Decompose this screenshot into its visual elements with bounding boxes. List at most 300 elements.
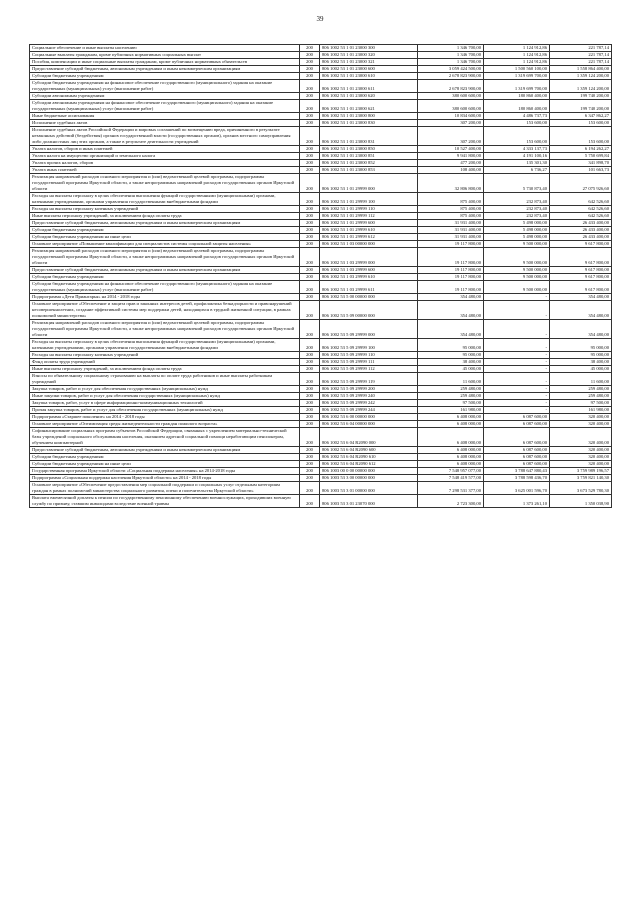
row-name: Расходы на выплаты персоналу казенных учреждений	[30, 206, 300, 213]
row-approved: 6 408 000,00	[418, 428, 484, 447]
row-classification: 806 1002 53 1 01 29999 110	[320, 206, 418, 213]
row-approved: 95 000,00	[418, 339, 484, 352]
row-remaining: 259 480,00	[550, 393, 612, 400]
row-code: 200	[300, 373, 320, 386]
row-executed: 3 788 598 436,70	[484, 475, 550, 482]
row-remaining: 3 673 529 780,30	[550, 482, 612, 495]
table-row	[30, 174, 612, 193]
row-classification: 806 1002 53 1 01 23000 621	[320, 100, 418, 113]
row-code: 200	[300, 447, 320, 454]
row-approved: 2 678 823 900,00	[418, 73, 484, 80]
row-classification: 806 1002 53 5 00 00000 000	[320, 294, 418, 301]
row-name: Пособия, компенсации и иные социальные выплаты гражданам, кроме публичных нормативных обязательств	[30, 59, 300, 66]
row-classification: 806 1002 53 1 01 23000 321	[320, 59, 418, 66]
row-code: 200	[300, 407, 320, 414]
row-name: Социальное обеспечение и иные выплаты населению	[30, 45, 300, 52]
row-name: Подпрограмма «Старшее поколение» на 2014 - 2018 годы	[30, 414, 300, 421]
row-executed: -	[484, 339, 550, 352]
row-remaining: 95 000,00	[550, 339, 612, 352]
table-row	[30, 482, 612, 495]
row-remaining: 354 480,00	[550, 301, 612, 320]
table-row	[30, 294, 612, 301]
row-name: Уплата налогов, сборов и иных платежей	[30, 146, 300, 153]
row-classification: 806 1002 53 1 01 23000 611	[320, 80, 418, 93]
table-row	[30, 454, 612, 461]
row-classification: 806 1002 53 1 01 29999 000	[320, 174, 418, 193]
table-row	[30, 234, 612, 241]
row-name: Иные выплаты персоналу учреждений, за исключением фонда оплаты труда	[30, 366, 300, 373]
row-remaining: 320 400,00	[550, 421, 612, 428]
row-code: 200	[300, 468, 320, 475]
table-row	[30, 120, 612, 127]
table-row	[30, 52, 612, 59]
row-classification: 806 1002 53 6 04 R2090 600	[320, 447, 418, 454]
row-executed: 6 736,27	[484, 167, 550, 174]
row-code: 200	[300, 359, 320, 366]
row-name: Субсидии бюджетным учреждениям на иные цели	[30, 461, 300, 468]
row-name: Субсидии бюджетным учреждениям на финансовое обеспечение государственного (муниципального) задания на оказание государственных (муниципальных) услуг (выполнение работ)	[30, 281, 300, 294]
row-remaining: 9 617 800,00	[550, 281, 612, 294]
row-executed: 1 319 699 700,00	[484, 73, 550, 80]
row-remaining: 320 400,00	[550, 428, 612, 447]
row-remaining: 320 400,00	[550, 461, 612, 468]
row-approved: 97 500,00	[418, 400, 484, 407]
row-remaining: 101 663,73	[550, 167, 612, 174]
row-remaining: 26 433 400,00	[550, 220, 612, 227]
row-executed: 1 124 912,86	[484, 45, 550, 52]
row-approved: 6 408 000,00	[418, 447, 484, 454]
row-approved: 875 400,00	[418, 193, 484, 206]
row-name: Государственная программа Иркутской области «Социальная поддержка населения» на 2014-2018 годы	[30, 468, 300, 475]
row-remaining: 1 558 864 400,00	[550, 66, 612, 73]
table-row	[30, 113, 612, 120]
row-code: 200	[300, 267, 320, 274]
row-code: 200	[300, 213, 320, 220]
row-remaining: 642 526,60	[550, 206, 612, 213]
row-approved: 6 408 000,00	[418, 414, 484, 421]
row-classification: 806 1002 53 6 04 R2090 612	[320, 461, 418, 468]
row-executed: 9 500 000,00	[484, 248, 550, 267]
row-name: Иные бюджетные ассигнования	[30, 113, 300, 120]
row-classification: 806 1002 53 1 01 23000 300	[320, 45, 418, 52]
row-name: Фонд оплаты труда учреждений	[30, 359, 300, 366]
row-executed: 1 319 699 700,00	[484, 80, 550, 93]
row-name: Субсидии бюджетным учреждениям	[30, 227, 300, 234]
row-executed: 1 124 912,86	[484, 59, 550, 66]
row-remaining: 320 400,00	[550, 447, 612, 454]
row-approved: 259 480,00	[418, 393, 484, 400]
row-approved: 19 117 800,00	[418, 274, 484, 281]
row-code: 200	[300, 454, 320, 461]
table-row	[30, 100, 612, 113]
row-code: 200	[300, 160, 320, 167]
table-row	[30, 193, 612, 206]
row-executed: -	[484, 352, 550, 359]
row-name: Основное мероприятие «Оптимизация среды жизнедеятельности граждан пожилого возраста»	[30, 421, 300, 428]
row-code: 200	[300, 73, 320, 80]
row-classification: 806 1002 53 5 09 29999 100	[320, 339, 418, 352]
row-remaining: 45 000,00	[550, 366, 612, 373]
row-approved: 6 408 000,00	[418, 421, 484, 428]
row-remaining: 9 617 800,00	[550, 274, 612, 281]
row-name: Субсидии бюджетным учреждениям	[30, 73, 300, 80]
row-remaining: 153 600,00	[550, 127, 612, 146]
row-classification: 806 1003 53 3 00 00000 000	[320, 475, 418, 482]
row-executed: 5 498 000,00	[484, 220, 550, 227]
table-row	[30, 127, 612, 146]
row-remaining: 3 759 989 196,57	[550, 468, 612, 475]
row-classification: 806 1002 53 1 01 23000 620	[320, 93, 418, 100]
row-executed: -	[484, 320, 550, 339]
row-executed: 1 124 912,86	[484, 52, 550, 59]
row-name: Закупка товаров, работ и услуг для обеспечения государственных (муниципальных) нужд	[30, 386, 300, 393]
row-approved: 3 059 424 500,00	[418, 66, 484, 73]
table-row	[30, 428, 612, 447]
row-remaining: 6 194 262,27	[550, 146, 612, 153]
row-approved: 7 548 419 577,00	[418, 475, 484, 482]
row-code: 200	[300, 153, 320, 160]
row-classification: 806 1002 53 5 09 29999 119	[320, 373, 418, 386]
row-remaining: 26 433 400,00	[550, 234, 612, 241]
table-row	[30, 301, 612, 320]
row-classification: 806 1002 53 5 09 29999 111	[320, 359, 418, 366]
row-classification: 806 1002 53 1 01 23000 853	[320, 167, 418, 174]
row-approved: 875 400,00	[418, 206, 484, 213]
row-classification: 806 1002 53 5 09 29999 200	[320, 386, 418, 393]
table-row	[30, 241, 612, 248]
row-name: Подпрограмма «Социальная поддержка населения Иркутской области» на 2014 - 2018 годы	[30, 475, 300, 482]
row-code: 200	[300, 120, 320, 127]
row-approved: 95 000,00	[418, 352, 484, 359]
page-number: 39	[316, 15, 324, 23]
row-remaining: 642 526,60	[550, 213, 612, 220]
row-name: Выплата ежемесячной доплаты к пенсии по государственному пенсионному обеспечению военнослужащих, проходивших военную службу по призыву, ставшим инвалидами вследствие военной травмы	[30, 495, 300, 508]
row-approved: 7 298 531 377,00	[418, 482, 484, 495]
row-name: Уплата иных платежей	[30, 167, 300, 174]
row-remaining: 9 617 800,00	[550, 241, 612, 248]
row-approved: 354 480,00	[418, 320, 484, 339]
table-row	[30, 167, 612, 174]
row-approved: 38 400,00	[418, 359, 484, 366]
row-executed: 6 087 600,00	[484, 428, 550, 447]
row-code: 200	[300, 241, 320, 248]
row-name: Реализация направлений расходов основного мероприятия и (или) ведомственной целевой программы, подпрограммы государственной программы Иркутской области, а также непрограммных направлений расходов государственных органов Иркутской области	[30, 174, 300, 193]
row-remaining: 642 526,60	[550, 193, 612, 206]
row-executed: 1 373 261,10	[484, 495, 550, 508]
table-row	[30, 153, 612, 160]
row-classification: 806 1002 53 5 09 29999 240	[320, 393, 418, 400]
row-name: Закупка товаров, работ, услуг в сфере информационно-коммуникационных технологий	[30, 400, 300, 407]
row-executed: 9 500 000,00	[484, 274, 550, 281]
row-code: 200	[300, 428, 320, 447]
row-classification: 806 1002 53 1 03 29999 610	[320, 274, 418, 281]
row-approved: 354 480,00	[418, 301, 484, 320]
row-classification: 806 1003 53 3 01 23070 000	[320, 495, 418, 508]
row-code: 200	[300, 66, 320, 73]
row-approved: 161 980,00	[418, 407, 484, 414]
row-executed: 5 730 873,40	[484, 174, 550, 193]
row-code: 200	[300, 475, 320, 482]
row-classification: 806 1002 53 1 01 29999 600	[320, 220, 418, 227]
row-classification: 806 1002 53 5 09 29999 112	[320, 366, 418, 373]
row-remaining: 3 759 821 140,30	[550, 475, 612, 482]
row-classification: 806 1002 53 6 00 00000 000	[320, 414, 418, 421]
row-code: 200	[300, 386, 320, 393]
row-approved: 6 408 000,00	[418, 461, 484, 468]
row-executed: 5 498 000,00	[484, 227, 550, 234]
row-executed: -	[484, 373, 550, 386]
row-name: Софинансирование социальных программ субъектов Российской Федерации, связанных с укреплением материально-технической базы учреждений социального обслуживания населения, оказанием адресной социальной помощи неработающим пенсионерам, обучением компьютерной	[30, 428, 300, 447]
row-approved: 9 941 800,00	[418, 153, 484, 160]
row-remaining: 161 980,00	[550, 407, 612, 414]
row-executed: 153 600,00	[484, 127, 550, 146]
row-name: Взносы по обязательному социальному страхованию на выплаты по оплате труда работников и иные выплаты работникам учреждений	[30, 373, 300, 386]
row-name: Основное мероприятие «Повышение квалификации для специалистов системы социальной защиты населения»	[30, 241, 300, 248]
budget-table	[29, 44, 612, 508]
table-row	[30, 45, 612, 52]
row-name: Субсидии бюджетным учреждениям на финансовое обеспечение государственного (муниципального) задания на оказание государственных (муниципальных) услуг (выполнение работ)	[30, 80, 300, 93]
row-name: Предоставление субсидий бюджетным, автономным учреждениям и иным некоммерческим организациям	[30, 267, 300, 274]
row-classification: 806 1002 53 1 03 29999 611	[320, 281, 418, 294]
row-executed: 9 500 000,00	[484, 241, 550, 248]
table-row	[30, 352, 612, 359]
row-name: Расходы на выплаты персоналу в целях обеспечения выполнения функций государственными (муниципальными) органами, казенными учреждениями, органами управления государственными внебюджетными фондами	[30, 339, 300, 352]
row-classification: 806 1002 53 6 04 00000 000	[320, 421, 418, 428]
row-classification: 806 1002 53 1 01 23000 852	[320, 160, 418, 167]
row-executed: -	[484, 359, 550, 366]
table-row	[30, 274, 612, 281]
row-executed: 6 087 600,00	[484, 454, 550, 461]
table-row	[30, 66, 612, 73]
table-row	[30, 59, 612, 66]
row-approved: 11 600,00	[418, 373, 484, 386]
row-code: 200	[300, 93, 320, 100]
row-executed: 3 788 647 880,43	[484, 468, 550, 475]
row-executed: 4 191 100,16	[484, 153, 550, 160]
row-name: Исполнение судебных актов Российской Федерации и мировых соглашений по возмещению вреда, причиненного в результате незаконных действий (бездействия) органов государственной власти (государственных органов), органов местного самоуправления либо должностных лиц этих органов, а также в результате деятельности учреждений	[30, 127, 300, 146]
row-approved: 10 527 400,00	[418, 146, 484, 153]
table-row	[30, 461, 612, 468]
row-name: Субсидии автономным учреждениям	[30, 93, 300, 100]
row-name: Субсидии бюджетным учреждениям	[30, 454, 300, 461]
row-classification: 806 1002 53 1 03 29999 600	[320, 267, 418, 274]
row-remaining: 27 075 926,60	[550, 174, 612, 193]
table-row	[30, 248, 612, 267]
row-code: 200	[300, 234, 320, 241]
row-approved: 2 723 300,00	[418, 495, 484, 508]
row-executed: 232 873,40	[484, 193, 550, 206]
row-code: 200	[300, 193, 320, 206]
row-name: Иные выплаты персоналу учреждений, за исключением фонда оплаты труда	[30, 213, 300, 220]
table-row	[30, 407, 612, 414]
table-row	[30, 73, 612, 80]
row-remaining: 5 750 699,84	[550, 153, 612, 160]
row-executed: 180 860 400,00	[484, 100, 550, 113]
row-name: Расходы на выплаты персоналу казенных учреждений	[30, 352, 300, 359]
row-code: 200	[300, 366, 320, 373]
row-executed: 1 500 560 100,00	[484, 66, 550, 73]
row-classification: 806 1002 53 5 09 29999 000	[320, 320, 418, 339]
row-executed: -	[484, 366, 550, 373]
row-remaining: 97 500,00	[550, 400, 612, 407]
row-code: 200	[300, 45, 320, 52]
row-code: 200	[300, 352, 320, 359]
row-name: Социальные выплаты гражданам, кроме публичных нормативных социальных выплат	[30, 52, 300, 59]
row-code: 200	[300, 320, 320, 339]
row-classification: 806 1002 53 1 01 23000 600	[320, 66, 418, 73]
row-name: Реализация направлений расходов основного мероприятия и (или) ведомственной целевой программы, подпрограммы государственной программы Иркутской области, а также непрограммных направлений расходов государственных органов Иркутской области	[30, 248, 300, 267]
row-classification: 806 1002 53 1 01 23000 610	[320, 73, 418, 80]
table-row	[30, 227, 612, 234]
row-approved: 875 400,00	[418, 213, 484, 220]
row-classification: 806 1002 53 1 01 23000 830	[320, 120, 418, 127]
row-code: 200	[300, 80, 320, 93]
table-row	[30, 93, 612, 100]
table-row	[30, 373, 612, 386]
row-approved: 31 931 400,00	[418, 234, 484, 241]
table-row	[30, 80, 612, 93]
row-approved: 259 480,00	[418, 386, 484, 393]
table-row	[30, 386, 612, 393]
row-remaining: 1 359 124 200,00	[550, 80, 612, 93]
table-row	[30, 447, 612, 454]
row-executed: 9 500 000,00	[484, 281, 550, 294]
row-executed: 232 873,40	[484, 206, 550, 213]
row-approved: 1 346 700,00	[418, 59, 484, 66]
row-code: 200	[300, 495, 320, 508]
row-approved: 31 931 400,00	[418, 227, 484, 234]
table-row	[30, 206, 612, 213]
row-remaining: 221 787,14	[550, 52, 612, 59]
row-classification: 806 1002 53 1 01 29999 100	[320, 193, 418, 206]
row-remaining: 199 740 200,00	[550, 100, 612, 113]
row-code: 200	[300, 248, 320, 267]
row-classification: 806 1003 53 3 01 00000 000	[320, 482, 418, 495]
row-executed: -	[484, 386, 550, 393]
row-classification: 806 1002 53 5 09 29999 244	[320, 407, 418, 414]
row-classification: 806 1002 53 1 01 23000 800	[320, 113, 418, 120]
row-classification: 806 1002 53 1 01 29999 112	[320, 213, 418, 220]
row-remaining: 95 000,00	[550, 352, 612, 359]
row-approved: 31 931 400,00	[418, 220, 484, 227]
row-remaining: 354 480,00	[550, 294, 612, 301]
row-remaining: 199 740 200,00	[550, 93, 612, 100]
row-classification: 806 1002 53 1 03 29999 000	[320, 248, 418, 267]
row-code: 200	[300, 421, 320, 428]
row-executed: 6 087 600,00	[484, 461, 550, 468]
row-executed: 4 486 737,73	[484, 113, 550, 120]
table-row	[30, 213, 612, 220]
row-executed: 180 860 400,00	[484, 93, 550, 100]
table-row	[30, 146, 612, 153]
row-approved: 307 200,00	[418, 127, 484, 146]
row-executed: -	[484, 400, 550, 407]
row-code: 200	[300, 174, 320, 193]
table-row	[30, 220, 612, 227]
row-executed: 6 087 600,00	[484, 414, 550, 421]
row-name: Уплата налога на имущество организаций и земельного налога	[30, 153, 300, 160]
table-row	[30, 468, 612, 475]
table-row	[30, 495, 612, 508]
row-remaining: 9 617 800,00	[550, 248, 612, 267]
row-classification: 806 1003 00 0 00 00000 000	[320, 468, 418, 475]
row-code: 200	[300, 146, 320, 153]
row-classification: 806 1002 53 1 03 00000 000	[320, 241, 418, 248]
row-code: 200	[300, 482, 320, 495]
row-remaining: 26 433 400,00	[550, 227, 612, 234]
row-executed: 4 333 137,73	[484, 146, 550, 153]
row-code: 200	[300, 339, 320, 352]
row-approved: 10 834 600,00	[418, 113, 484, 120]
row-approved: 2 678 823 900,00	[418, 80, 484, 93]
row-approved: 19 117 800,00	[418, 267, 484, 274]
row-approved: 380 600 600,00	[418, 93, 484, 100]
row-name: Подпрограмма «Дети Приангарья» на 2014 - 2018 годы	[30, 294, 300, 301]
row-code: 200	[300, 400, 320, 407]
table-row	[30, 267, 612, 274]
row-remaining: 320 400,00	[550, 414, 612, 421]
row-name: Субсидии бюджетным учреждениям	[30, 274, 300, 281]
row-approved: 19 117 800,00	[418, 248, 484, 267]
table-row	[30, 339, 612, 352]
row-executed: 5 498 000,00	[484, 234, 550, 241]
row-name: Предоставление субсидий бюджетным, автономным учреждениям и иным некоммерческим организациям	[30, 447, 300, 454]
row-classification: 806 1002 53 5 09 29999 110	[320, 352, 418, 359]
row-name: Предоставление субсидий бюджетным, автономным учреждениям и иным некоммерческим организациям	[30, 66, 300, 73]
row-code: 200	[300, 301, 320, 320]
row-classification: 806 1002 53 6 04 R2090 610	[320, 454, 418, 461]
row-executed: -	[484, 393, 550, 400]
row-approved: 6 408 000,00	[418, 454, 484, 461]
row-remaining: 38 400,00	[550, 359, 612, 366]
row-remaining: 153 600,00	[550, 120, 612, 127]
row-code: 200	[300, 220, 320, 227]
row-name: Реализация направлений расходов основного мероприятия и (или) ведомственной целевой программы, подпрограммы государственной программы Иркутской области, а также непрограммных направлений расходов государственных органов Иркутской области	[30, 320, 300, 339]
row-name: Расходы на выплаты персоналу в целях обеспечения выполнения функций государственными (муниципальными) органами, казенными учреждениями, органами управления государственными внебюджетными фондами	[30, 193, 300, 206]
row-code: 200	[300, 294, 320, 301]
row-code: 200	[300, 461, 320, 468]
table-row	[30, 393, 612, 400]
row-remaining: 341 898,70	[550, 160, 612, 167]
row-approved: 477 200,00	[418, 160, 484, 167]
row-remaining: 1 359 124 200,00	[550, 73, 612, 80]
row-approved: 307 200,00	[418, 120, 484, 127]
table-row	[30, 366, 612, 373]
table-row	[30, 281, 612, 294]
row-classification: 806 1002 53 1 01 29999 610	[320, 227, 418, 234]
row-name: Уплата прочих налогов, сборов	[30, 160, 300, 167]
row-approved: 32 806 800,00	[418, 174, 484, 193]
row-executed: -	[484, 407, 550, 414]
row-code: 200	[300, 206, 320, 213]
row-code: 200	[300, 59, 320, 66]
row-approved: 7 548 957 077,00	[418, 468, 484, 475]
table-row	[30, 421, 612, 428]
row-executed: -	[484, 294, 550, 301]
row-executed: 153 600,00	[484, 120, 550, 127]
row-classification: 806 1002 53 1 01 23000 850	[320, 146, 418, 153]
row-approved: 1 346 700,00	[418, 52, 484, 59]
table-row	[30, 414, 612, 421]
row-name: Субсидии бюджетным учреждениям на иные цели	[30, 234, 300, 241]
row-code: 200	[300, 113, 320, 120]
row-classification: 806 1002 53 1 01 23000 831	[320, 127, 418, 146]
row-executed: 6 087 600,00	[484, 421, 550, 428]
table-row	[30, 475, 612, 482]
row-remaining: 6 347 862,27	[550, 113, 612, 120]
row-remaining: 354 480,00	[550, 320, 612, 339]
row-code: 200	[300, 281, 320, 294]
